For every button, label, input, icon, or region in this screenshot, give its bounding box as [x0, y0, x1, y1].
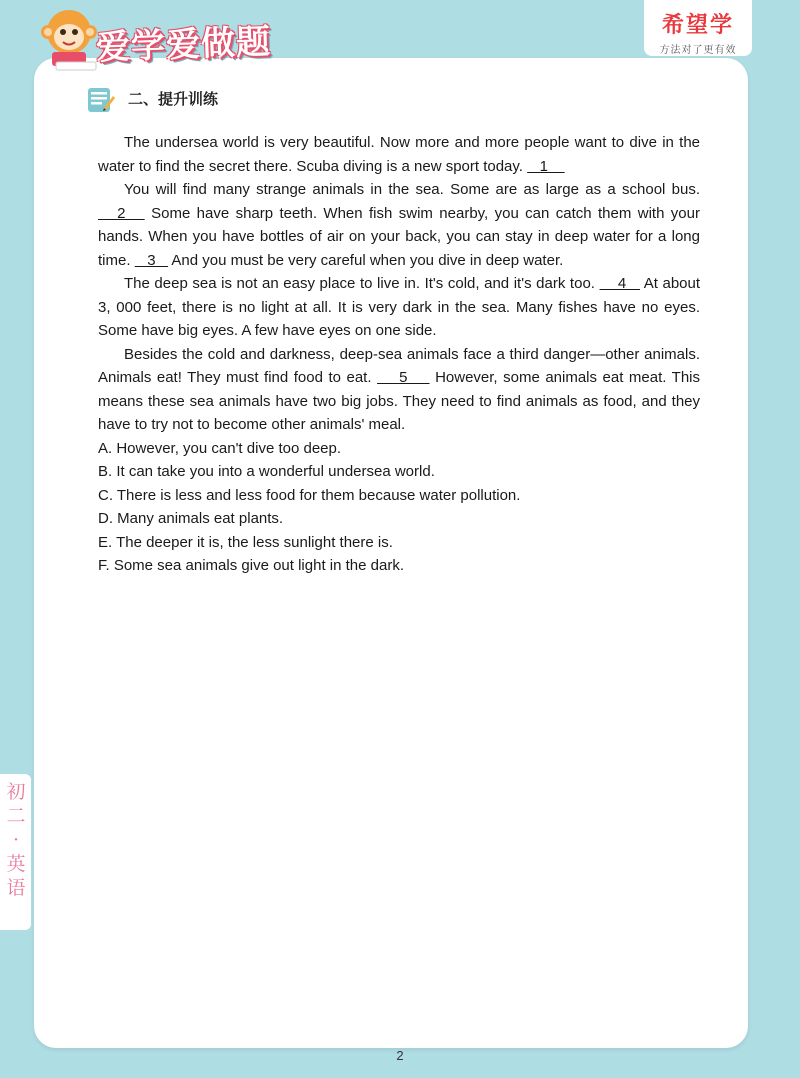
notepad-pencil-icon — [86, 84, 116, 114]
grade-subject-tab — [0, 774, 31, 930]
text: You will find many strange animals in the sea. Some are as large as a school bus. — [124, 181, 700, 198]
blank-4: 4 — [599, 275, 640, 292]
option-e: E. The deeper it is, the less sunlight there is. — [98, 533, 393, 551]
page-number: 2 — [396, 1048, 404, 1063]
grade-subject-label: 初二·英语 — [6, 781, 26, 899]
paragraph-1 — [98, 131, 700, 178]
text: The deep sea is not an easy place to live in. It's cold, and it's dark too. — [124, 275, 600, 292]
logo-slogan: 方法对了更有效 — [659, 45, 737, 56]
monkey-mascot-icon — [38, 6, 100, 72]
section-title: 二、提升训练 — [128, 90, 219, 108]
text: At about 3, 000 feet, there is no light at all. It is very dark in the sea. Many fishes have no eyes. Some have big eyes. A few have eyes on one side. — [98, 275, 701, 339]
blank-2: 2 — [98, 204, 145, 222]
header — [0, 0, 800, 70]
blank-3: 3 — [134, 251, 169, 269]
text: The undersea world is very beautiful. Now more and more people want to dive in the water to find the secret there. Scuba diving is a new sport today. — [98, 134, 700, 175]
option-f: F. Some sea animals give out light in the dark. — [98, 557, 404, 574]
option-a: A. However, you can't dive too deep. — [98, 439, 342, 457]
text: And you must be very careful when you dive in deep water. — [168, 251, 564, 269]
text: Besides the cold and darkness, deep-sea animals face a third danger—other animals. Animals eat! They must find food to eat. — [98, 345, 700, 386]
paragraph-3 — [98, 272, 700, 343]
brand-title: 爱学爱做题 — [95, 21, 272, 69]
passage — [98, 131, 700, 578]
paragraph-4 — [98, 343, 700, 437]
blank-5: 5 — [377, 369, 430, 386]
option-c: C. There is less and less food for them because water pollution. — [98, 486, 521, 504]
option-d: D. Many animals eat plants. — [98, 510, 284, 527]
publisher-logo — [644, 0, 752, 56]
option-b: B. It can take you into a wonderful undersea world. — [98, 463, 435, 480]
paragraph-2 — [98, 178, 700, 272]
text: However, some animals eat meat. This means these sea animals have two big jobs. They need to find animals as food, and they have to try not to become other animals' meal. — [98, 369, 700, 433]
text: Some have sharp teeth. When fish swim nearby, you can catch them with your hands. When you have bottles of air on your back, you can stay in deep water for a long time. — [98, 204, 700, 269]
logo-main-text: 希望学 — [661, 13, 734, 38]
blank-1: 1 — [527, 157, 565, 175]
